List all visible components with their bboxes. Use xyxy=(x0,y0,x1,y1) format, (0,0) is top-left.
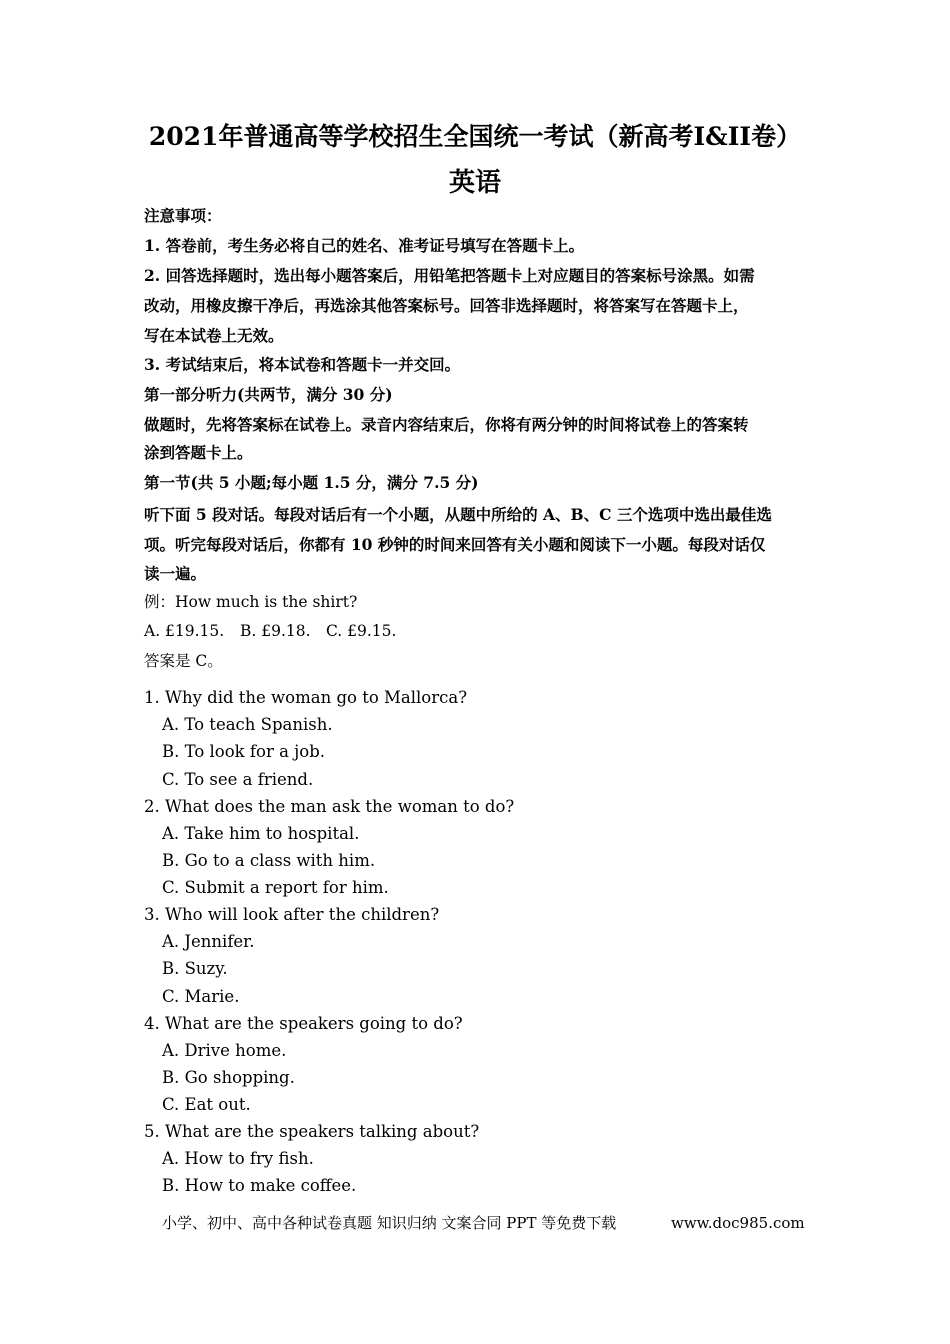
notice-line: 3. 考试结束后，将本试卷和答题卡一并交回。 xyxy=(144,355,461,374)
example-answer: 答案是 C。 xyxy=(144,652,223,670)
example-option: C. £9.15. xyxy=(326,622,397,640)
question-text: 1. Why did the woman go to Mallorca? xyxy=(144,688,468,707)
example-question: 例：How much is the shirt? xyxy=(144,593,358,611)
exam-title: 2021年普通高等学校招生全国统一考试（新高考I&II卷） xyxy=(148,122,802,151)
question-text: 4. What are the speakers going to do? xyxy=(144,1014,463,1033)
question-option: B. Go to a class with him. xyxy=(162,851,376,870)
notice-line: 写在本试卷上无效。 xyxy=(144,326,284,345)
section1-heading: 第一节(共 5 小题;每小题 1.5 分，满分 7.5 分) xyxy=(144,473,479,492)
section1-instruction: 读一遍。 xyxy=(144,564,207,583)
question-option: C. Marie. xyxy=(162,987,240,1006)
section1-instruction: 听下面 5 段对话。每段对话后有一个小题，从题中所给的 A、B、C 三个选项中选出最佳选 xyxy=(144,505,772,524)
example-option: A. £19.15. xyxy=(144,622,225,640)
question-option: C. Submit a report for him. xyxy=(162,878,389,897)
part1-heading: 第一部分听力(共两节，满分 30 分) xyxy=(144,385,393,404)
notice-line: 1. 答卷前，考生务必将自己的姓名、准考证号填写在答题卡上。 xyxy=(144,236,585,255)
notice-line: 改动，用橡皮擦干净后，再选涂其他答案标号。回答非选择题时，将答案写在答题卡上， xyxy=(144,296,749,315)
question-option: B. Go shopping. xyxy=(162,1068,295,1087)
question-option: B. Suzy. xyxy=(162,959,228,978)
notice-line: 2. 回答选择题时，选出每小题答案后，用铅笔把答题卡上对应题目的答案标号涂黑。如需 xyxy=(144,266,755,285)
question-text: 5. What are the speakers talking about? xyxy=(144,1122,480,1141)
footer-text: 小学、初中、高中各种试卷真题 知识归纳 文案合同 PPT 等免费下载 xyxy=(162,1214,617,1232)
notice-heading: 注意事项： xyxy=(144,206,222,225)
exam-subject: 英语 xyxy=(448,168,501,198)
question-option: B. To look for a job. xyxy=(162,742,326,761)
section1-instruction: 项。听完每段对话后，你都有 10 秒钟的时间来回答有关小题和阅读下一小题。每段对话仅 xyxy=(144,535,766,554)
question-option: A. Drive home. xyxy=(162,1041,287,1060)
question-text: 2. What does the man ask the woman to do? xyxy=(144,797,515,816)
footer-url[interactable]: www.doc985.com xyxy=(671,1214,805,1232)
question-option: A. To teach Spanish. xyxy=(162,715,333,734)
part1-instruction: 涂到答题卡上。 xyxy=(144,443,253,462)
question-option: C. To see a friend. xyxy=(162,770,314,789)
question-option: A. Take him to hospital. xyxy=(162,824,360,843)
part1-instruction: 做题时，先将答案标在试卷上。录音内容结束后，你将有两分钟的时间将试卷上的答案转 xyxy=(144,415,749,434)
question-option: A. Jennifer. xyxy=(162,932,255,951)
question-option: C. Eat out. xyxy=(162,1095,251,1114)
question-text: 3. Who will look after the children? xyxy=(144,905,440,924)
question-option: B. How to make coffee. xyxy=(162,1176,357,1195)
example-option: B. £9.18. xyxy=(240,622,311,640)
question-option: A. How to fry fish. xyxy=(162,1149,314,1168)
